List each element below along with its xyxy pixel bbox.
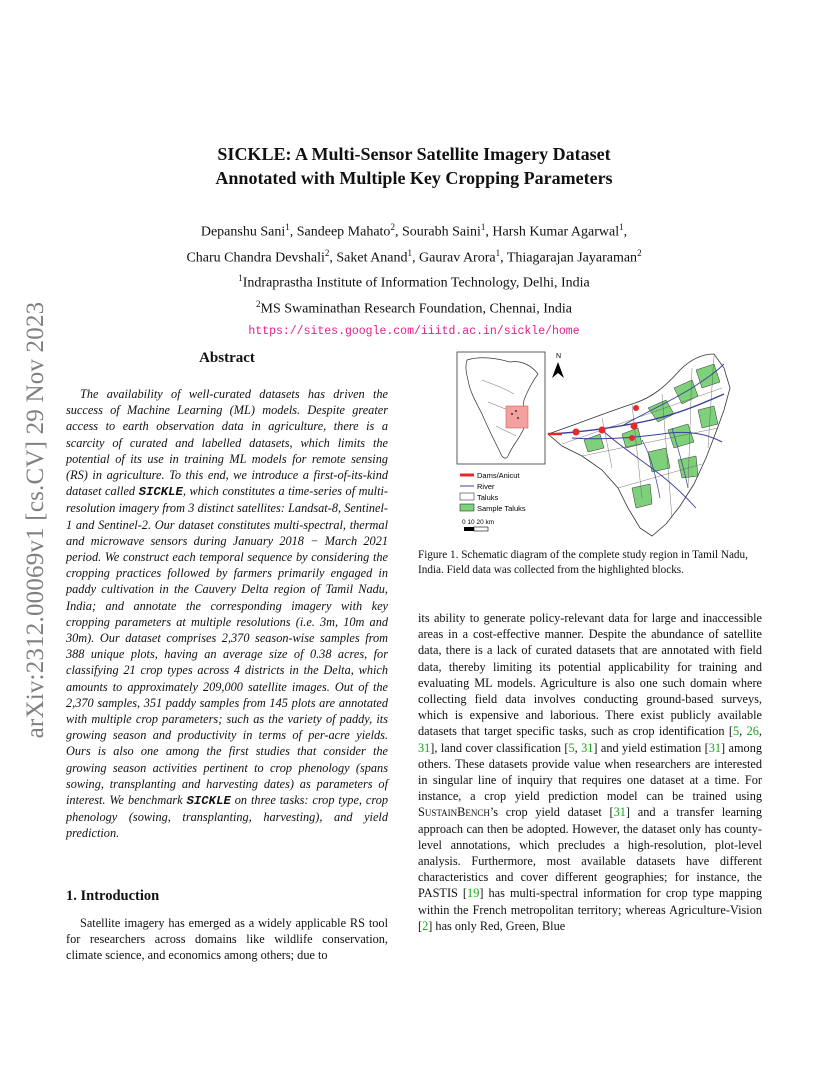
citation-link[interactable]: 5: [568, 740, 575, 755]
figure-caption: Figure 1. Schematic diagram of the complete study region in Tamil Nadu, India. Field data was collected from the highlighted blocks.: [418, 549, 748, 576]
svg-text:0 10 20 km: 0 10 20 km: [462, 519, 495, 526]
title-line-1: SICKLE: A Multi-Sensor Satellite Imagery Dataset: [217, 144, 611, 164]
main-map: [548, 354, 730, 536]
inset-highlight: [506, 406, 528, 428]
author-block: [110, 217, 718, 342]
author-line-1: Depanshu Sani$^1$, Sandeep Mahato$^2$, Sourabh Saini$^1$, Harsh Kumar Agarwal$^1$,: [200, 222, 628, 240]
map-legend: [460, 471, 526, 531]
affiliation-1: $^1$Indraprastha Institute of Information Technology, Delhi, India: [238, 273, 590, 291]
svg-text:Sample Taluks: Sample Taluks: [477, 504, 526, 513]
arxiv-stamp-text: arXiv:2312.00069v1 [cs.CV] 29 Nov 2023: [22, 301, 49, 739]
affiliation-2: $^2$MS Swaminathan Research Foundation, Chennai, India: [256, 298, 572, 317]
north-arrow-icon: [552, 353, 564, 378]
citation-link[interactable]: 19: [467, 886, 480, 901]
citation-link[interactable]: 2: [422, 918, 429, 933]
paper-title: [130, 142, 698, 190]
svg-text:Taluks: Taluks: [477, 493, 499, 502]
abstract-text: The availability of well-curated datasets has driven the success of Machine Learning (ML) models. Despite greater access to earth observation data in agriculture, there is a scarcity of curated and labelled datasets, which limits the potential of its use in training ML models for remote sensing (RS) in agriculture. To this end, we introduce a first-of-its-kind dataset called SICKLE, which constitutes a time-series of multi-resolution imagery from 3 distinct satellites: Landsat-8, Sentinel-1 and Sentinel-2. Our dataset constitutes multi-spectral, thermal and microwave sensors during January 2018 − March 2021 period. We construct each temporal sequence by considering the cropping practices followed by farmers primarily engaged in paddy cultivation in the Cauvery Delta region of Tamil Nadu, India; and annotate the corresponding imagery with key cropping parameters at multiple resolutions (i.e. 3m, 10m and 30m). Our dataset comprises 2,370 season-wise samples from 388 unique plots, having an average size of 0.38 acres, for classifying 21 crop types across 4 districts in the Delta, which amounts to approximately 209,000 satellite images. Out of the 2,370 samples, 351 paddy samples from 145 plots are annotated with multiple crop parameters; such as the variety of paddy, its growing season and productivity in terms of per-acre yields. Ours is also one among the first studies that consider the growing season activities pertinent to crop phenology (spans sowing, transplanting and harvesting dates) as parameters of interest. We benchmark SICKLE on three tasks: crop type, crop phenology (sowing, transplanting, harvesting), and yield prediction.: [66, 387, 388, 841]
project-url-link[interactable]: https://sites.google.com/iiitd.ac.in/sickle/home: [248, 324, 580, 338]
study-region-map: [452, 348, 752, 544]
citation-link[interactable]: 5: [732, 724, 740, 739]
svg-text:N: N: [556, 353, 562, 360]
citation-link[interactable]: 26: [746, 724, 759, 739]
title-line-2: Annotated with Multiple Key Cropping Parameters: [215, 168, 613, 188]
arxiv-stamp: [20, 280, 52, 760]
introduction-text-continued: its ability to generate policy-relevant data for large and inaccessible areas in a cost-effective manner. Despite the abundance of satellite data, there is a lack of curated datasets that are annotated with field data, thereby limiting its potential applicability for training and evaluating ML models. Agriculture is also one such domain where collecting field data involves conducting ground-based surveys, which is expensive and laborious. There exist publicly available datasets that target specific tasks, such as crop identification [5, 26, 31], land cover classification [5, 31] and yield estimation [31] among others. These datasets provide value when researchers are interested in singular line of inquiry that requires one dataset at a time. For instance, a crop yield prediction model can be trained using SustainBench’s crop yield dataset [31] and a transfer learning approach can then be adopted. However, the dataset only has county-level annotations, which precludes a high-resolution, plot-level analysis. Furthermore, most available datasets have different characteristics and cover different geographies; for instance, the PASTIS [19] has multi-spectral information for crop type mapping within the French metropolitan territory; whereas Agriculture-Vision [2] has only Red, Green, Blue: [418, 611, 763, 933]
svg-text:River: River: [477, 482, 495, 491]
svg-text:Dams/Anicut: Dams/Anicut: [477, 471, 520, 480]
author-line-2: Charu Chandra Devshali$^2$, Saket Anand$^1$, Gaurav Arora$^1$, Thiagarajan Jayaraman$^2$: [186, 247, 642, 266]
citation-link[interactable]: 31: [613, 805, 626, 820]
citation-link[interactable]: 31: [418, 740, 431, 755]
introduction-text: Satellite imagery has emerged as a widely applicable RS tool for researchers across domains like wildlife conservation, climate science, and economics among others; due to: [66, 916, 388, 963]
abstract-heading: Abstract: [199, 350, 255, 366]
citation-link[interactable]: 31: [708, 740, 722, 755]
study-region-figure: [452, 348, 752, 544]
citation-link[interactable]: 31: [581, 740, 594, 755]
introduction-heading: 1. Introduction: [66, 888, 160, 904]
